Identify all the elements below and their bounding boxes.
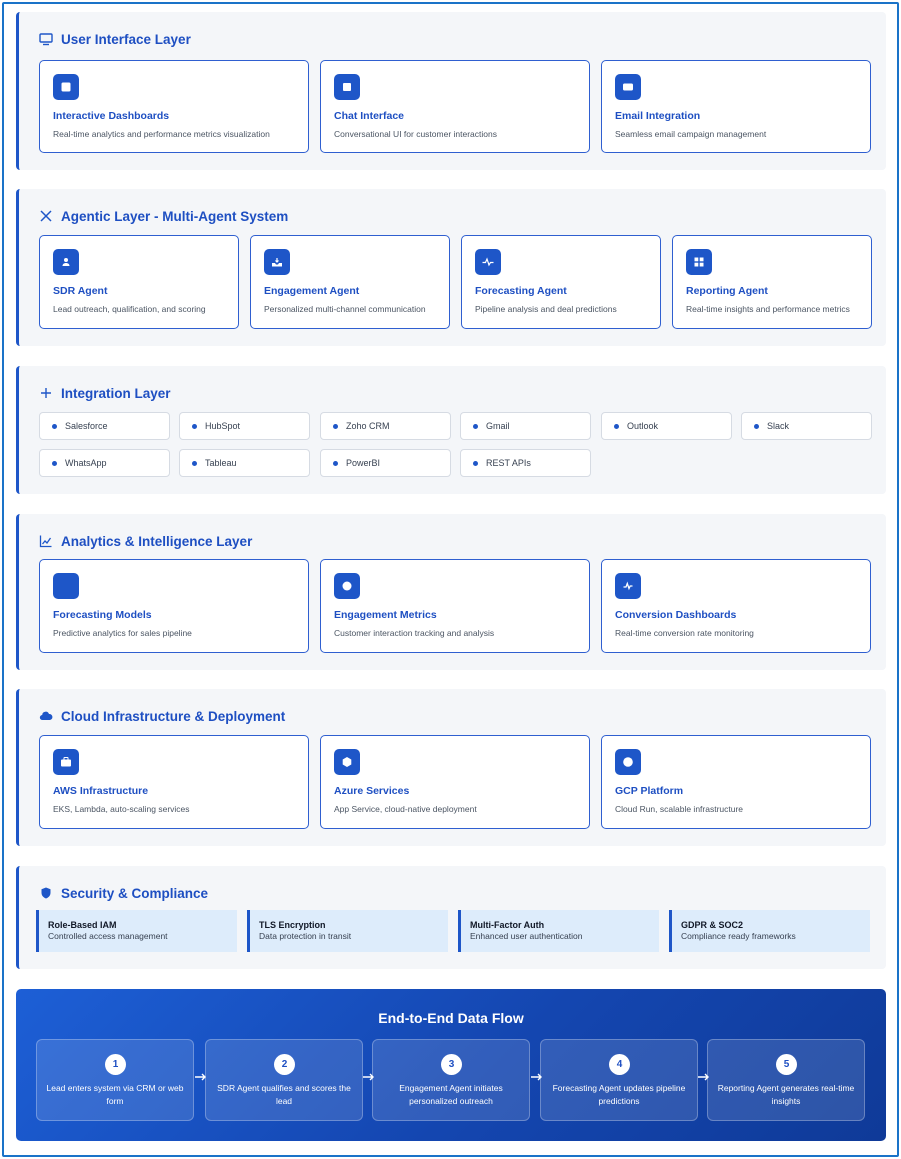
card-chat-interface [320,60,590,153]
layer-security [16,866,886,969]
security-item-description: Controlled access management [48,931,168,941]
layer-title [39,30,191,48]
chip-label: Salesforce [65,421,108,431]
step-text: Reporting Agent generates real-time insights [717,1083,855,1106]
card-title: Conversion Dashboards [615,609,737,621]
bullet-icon [192,461,197,466]
grid-icon [686,249,712,275]
flow-step-2 [205,1039,363,1121]
card-conversion-dashboards [601,559,871,653]
card-description: Pipeline analysis and deal predictions [475,304,617,314]
card-description: Real-time analytics and performance metrics visualization [53,129,270,139]
card-title: Reporting Agent [686,285,768,297]
layer-title [39,884,208,902]
step-number: 3 [441,1054,462,1075]
flow-step-3 [372,1039,530,1121]
card-description: Conversational UI for customer interactions [334,129,497,139]
step-text: SDR Agent qualifies and scores the lead [217,1083,351,1106]
integration-chip-zoho [320,412,451,440]
user-icon [53,249,79,275]
layer-agentic [16,189,886,346]
card-description: App Service, cloud-native deployment [334,804,477,814]
card-engagement-metrics [320,559,590,653]
hexagon-icon [334,749,360,775]
bullet-icon [192,424,197,429]
layer-title [39,532,252,550]
shield-icon [39,886,53,900]
integration-chip-hubspot [179,412,310,440]
email-icon [615,74,641,100]
card-email-integration [601,60,871,153]
cloud-icon [39,709,53,723]
card-engagement-agent [250,235,450,329]
chip-label: Tableau [205,458,237,468]
card-description: Lead outreach, qualification, and scoring [53,304,206,314]
monitor-icon [39,32,53,46]
card-forecasting-models [39,559,309,653]
integration-chip-powerbi [320,449,451,477]
card-description: Real-time insights and performance metrics [686,304,850,314]
flow-step-4 [540,1039,698,1121]
square-icon [53,573,79,599]
bullet-icon [614,424,619,429]
integration-chip-gmail [460,412,591,440]
layer-title-text: Agentic Layer - Multi-Agent System [61,208,289,224]
security-item-title: TLS Encryption [259,920,326,930]
integration-chip-whatsapp [39,449,170,477]
card-forecasting-agent [461,235,661,329]
plus-icon [39,386,53,400]
step-text: Lead enters system via CRM or web form [46,1083,184,1106]
security-item-description: Enhanced user authentication [470,931,583,941]
card-title: Email Integration [615,110,701,122]
security-item-mfa [458,910,659,952]
bullet-icon [754,424,759,429]
bullet-icon [333,424,338,429]
flow-title: End-to-End Data Flow [378,1010,524,1026]
security-item-tls [247,910,448,952]
card-azure-services [320,735,590,829]
card-title: SDR Agent [53,285,108,297]
layer-integration [16,366,886,494]
chat-icon [334,74,360,100]
card-title: GCP Platform [615,785,684,797]
card-interactive-dashboards [39,60,309,153]
layer-title [39,707,285,725]
flow-step-5 [707,1039,865,1121]
pulse-icon [615,573,641,599]
card-title: Engagement Metrics [334,609,437,621]
layer-user-interface [16,12,886,170]
layer-title-text: Security & Compliance [61,885,209,901]
chip-label: PowerBI [346,458,381,468]
security-item-iam [36,910,237,952]
security-item-title: GDPR & SOC2 [681,920,744,930]
chip-label: WhatsApp [65,458,107,468]
network-icon [39,209,53,223]
card-title: Chat Interface [334,110,405,122]
chip-label: Zoho CRM [346,421,390,431]
chip-label: Outlook [627,421,659,431]
card-title: Forecasting Agent [475,285,567,297]
card-description: Personalized multi-channel communication [264,304,426,314]
integration-chip-tableau [179,449,310,477]
step-number: 5 [776,1054,797,1075]
chip-label: REST APIs [486,458,531,468]
bullet-icon [473,424,478,429]
card-description: Customer interaction tracking and analysis [334,628,495,638]
integration-chip-outlook [601,412,732,440]
layer-title [39,207,288,225]
card-title: Engagement Agent [264,285,360,297]
card-description: Cloud Run, scalable infrastructure [615,804,744,814]
layer-analytics [16,514,886,670]
step-number: 4 [609,1054,630,1075]
circle-icon [334,573,360,599]
card-description: Seamless email campaign management [615,129,767,139]
security-item-title: Role-Based IAM [48,920,117,930]
layer-title [39,384,171,402]
bullet-icon [52,424,57,429]
chart-icon [39,534,53,548]
step-text: Forecasting Agent updates pipeline predictions [552,1083,686,1106]
card-title: AWS Infrastructure [53,785,149,797]
card-reporting-agent [672,235,872,329]
card-sdr-agent [39,235,239,329]
briefcase-icon [53,749,79,775]
layer-title-text: Analytics & Intelligence Layer [61,533,253,549]
card-title: Forecasting Models [53,609,152,621]
dashboard-icon [53,74,79,100]
integration-chip-rest-apis [460,449,591,477]
layer-title-text: User Interface Layer [61,31,191,47]
pulse-icon [475,249,501,275]
card-description: EKS, Lambda, auto-scaling services [53,804,190,814]
layer-title-text: Cloud Infrastructure & Deployment [61,708,286,724]
chip-label: Gmail [486,421,510,431]
integration-chip-salesforce [39,412,170,440]
step-number: 2 [274,1054,295,1075]
card-aws-infrastructure [39,735,309,829]
card-description: Predictive analytics for sales pipeline [53,628,192,638]
layer-title-text: Integration Layer [61,385,171,401]
card-description: Real-time conversion rate monitoring [615,628,754,638]
security-item-gdpr [669,910,870,952]
security-item-description: Data protection in transit [259,931,352,941]
card-gcp-platform [601,735,871,829]
bullet-icon [52,461,57,466]
bullet-icon [473,461,478,466]
inbox-icon [264,249,290,275]
card-title: Azure Services [334,785,410,797]
chip-label: HubSpot [205,421,241,431]
chip-label: Slack [767,421,790,431]
security-item-description: Compliance ready frameworks [681,931,796,941]
flow-step-1 [36,1039,194,1121]
layer-cloud [16,689,886,846]
card-title: Interactive Dashboards [53,110,170,122]
step-text: Engagement Agent initiates personalized outreach [399,1083,503,1106]
bullet-icon [333,461,338,466]
step-number: 1 [105,1054,126,1075]
integration-chip-slack [741,412,872,440]
security-item-title: Multi-Factor Auth [470,920,545,930]
data-flow-panel [16,989,886,1141]
circle-icon [615,749,641,775]
